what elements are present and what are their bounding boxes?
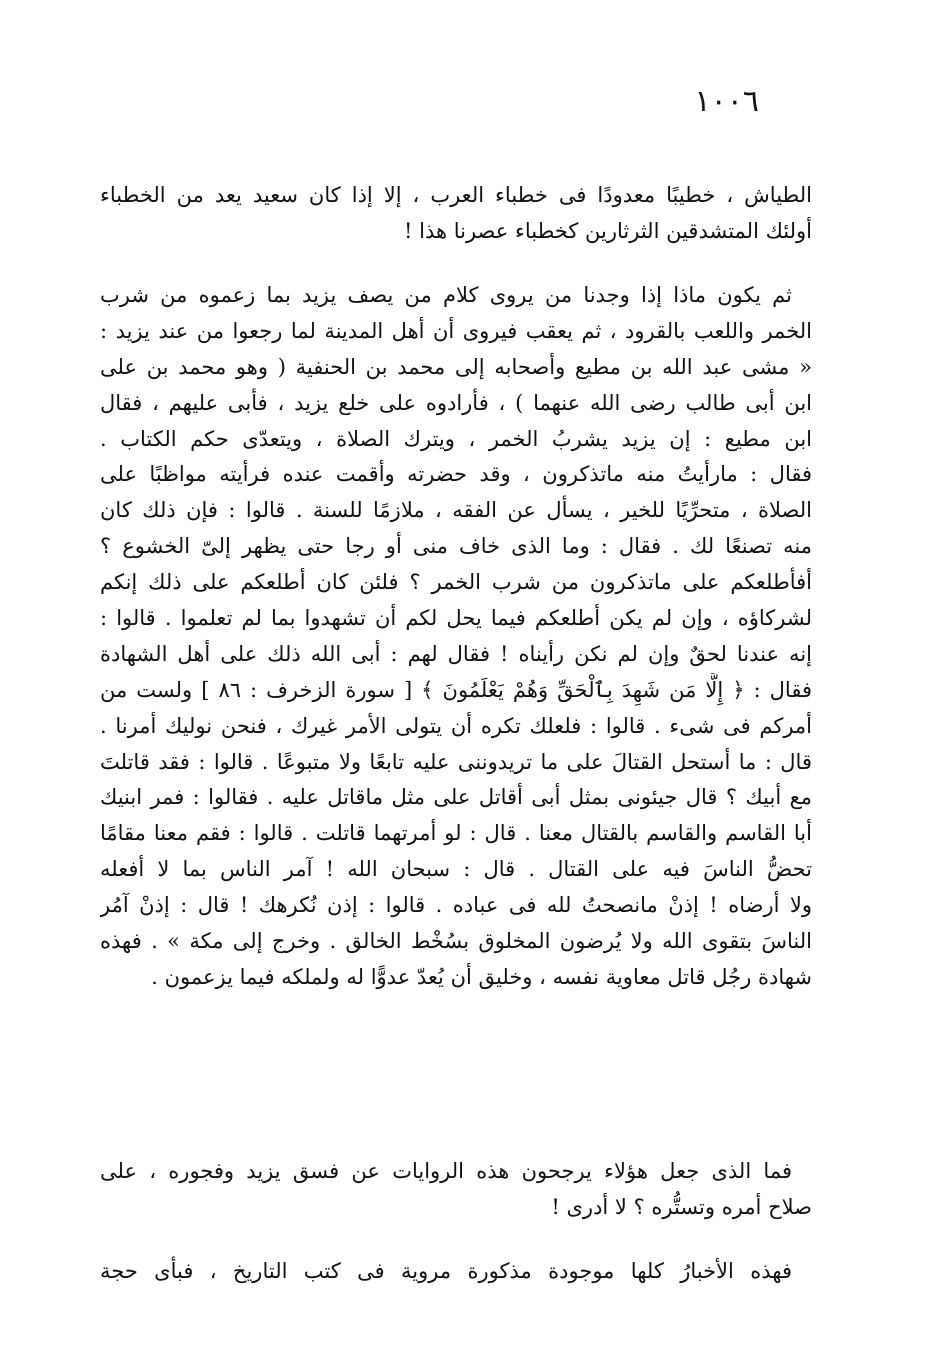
text-line: أبا القاسم والقاسم بالقتال معنا . قال : لو أمرتهما قاتلت . قالوا : فقم معنا مقامًا: [100, 821, 812, 846]
text-line: أولئك المتشدقين الثرثارين كخطباء عصرنا هذا !: [404, 218, 812, 243]
text-line: الصلاة ، متحرِّيًا للخير ، يسأل عن الفقه ، ملازمًا للسنة . قالوا : فإن ذلك كان: [100, 498, 812, 523]
text-line: إنه عندنا لحقٌ وإن لم نكن رأيناه ! فقال لهم : أبى الله ذلك على أهل الشهادة: [100, 641, 812, 666]
paragraph-3: [100, 1154, 812, 1226]
text-line: الناسَ بتقوى الله ولا يُرضون المخلوق بسُخْط الخالق . وخرج إلى مكة » . فهذه: [100, 929, 812, 954]
text-line: فما الذى جعل هؤلاء يرجحون هذه الروايات عن فسق يزيد وفجوره ، على: [100, 1159, 792, 1183]
text-line: تحضُّ الناسَ فيه على القتال . قال : سبحان الله ! آمر الناس بما لا أفعله: [100, 857, 812, 882]
quran-citation-line: فقال : ﴿ إِلَّا مَن شَهِدَ بِٱلْحَقِّ وَهُمْ يَعْلَمُونَ ﴾ [ سورة الزخرف : ٨٦ ] ولست من: [100, 677, 812, 702]
text-line: فقال : مارأيتُ منه ماتذكرون ، وقد حضرته وأقمت عنده فرأيته مواظبًا على: [100, 462, 812, 487]
text-line: ابن مطيع : إن يزيد يشربُ الخمر ، ويترك الصلاة ، ويتعدّى حكم الكتاب .: [100, 426, 812, 451]
text-line: فهذه الأخبارُ كلها موجودة مذكورة مروية فى كتب التاريخ ، فبأى حجة: [100, 1259, 792, 1283]
text-line: قال : ما أستحل القتالَ على ما تريدوننى عليه تابعًا ولا متبوعًا . قالوا : فقد قاتلتَ: [100, 749, 812, 774]
text-line: ثم يكون ماذا إذا وجدنا من يروى كلام من يصف يزيد بما زعموه من شرب: [100, 283, 792, 307]
text-line: ابن أبى طالب رضى الله عنهما ) ، فأرادوه على خلع يزيد ، فأبى عليهم ، فقال: [100, 390, 812, 415]
text-line: صلاح أمره وتستُّره ؟ لا أدرى !: [551, 1194, 812, 1219]
text-line: لشركاؤه ، وإن لم يكن أطلعكم فيما يحل لكم أن تشهدوا بما لم تعلموا . قالوا :: [100, 606, 812, 631]
text-line: الطياش ، خطيبًا معدودًا فى خطباء العرب ، إلا إذا كان سعيد يعد من الخطباء: [100, 183, 812, 207]
text-line: « مشى عبد الله بن مطيع وأصحابه إلى محمد بن الحنفية ( وهو محمد بن على: [100, 354, 812, 379]
paragraph-4: [100, 1254, 812, 1290]
text-line: أفأطلعكم على ماتذكرون من شرب الخمر ؟ فلئن كان أطلعكم على ذلك إنكم: [100, 570, 812, 595]
paragraph-1: [100, 178, 812, 250]
text-line: منه تصنعًا لك . فقال : وما الذى خاف منى أو رجا حتى يظهر إلىّ الخشوع ؟: [100, 534, 812, 559]
text-line: أمركم فى شىء . قالوا : فلعلك تكره أن يتولى الأمر غيرك ، فنحن نوليك أمرنا .: [100, 713, 812, 738]
paragraph-2: [100, 278, 812, 996]
text-line: شهادة رجُل قاتل معاوية نفسه ، وخليق أن يُعدّ عدوًّا له ولملكه فيما يزعمون .: [151, 964, 812, 989]
text-line: الخمر واللعب بالقرود ، ثم يعقب فيروى أن أهل المدينة لما رجعوا من عند يزيد :: [100, 318, 812, 343]
text-line: مع أبيك ؟ قال جيئونى بمثل أبى أقاتل على مثل ماقاتل عليه . فقالوا : فمر ابنيك: [100, 785, 812, 810]
page-number: ١٠٠٦: [694, 84, 759, 119]
text-line: ولا أرضاه ! إذنْ مانصحتُ لله فى عباده . قالوا : إذن نُكرهك ! قال : إذنْ آمُر: [100, 893, 812, 918]
